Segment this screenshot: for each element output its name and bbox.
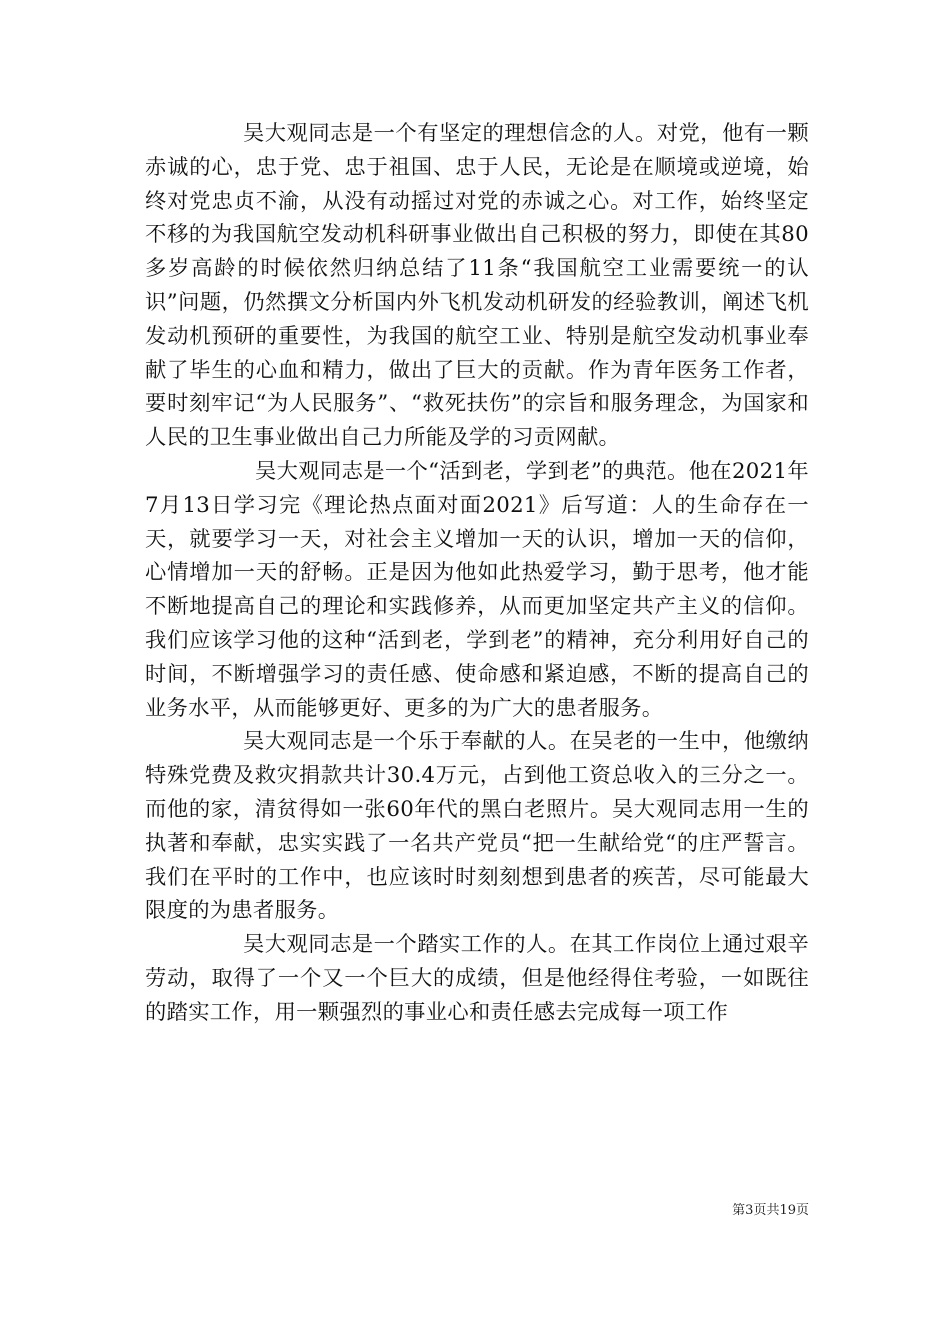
paragraph-dedication: 吴大观同志是一个乐于奉献的人。在吴老的一生中，他缴纳特殊党费及救灾捐款共计30.4万元，占到他工资总收入的三分之一。而他的家，清贫得如一张60年代的黑白老照片。吴大观同志用一生的执著和奉献，忠实实践了一名共产党员“把一生献给党“的庄严誓言。我们在平时的工作中，也应该时时刻刻想到患者的疾苦，尽可能最大限度的为患者服务。 (145, 729, 809, 924)
page-number: 第3页共19页 (732, 1203, 809, 1218)
paragraph-lifelong-learning: 吴大观同志是一个“活到老，学到老”的典范。他在2021年7月13日学习完《理论热点面对面2021》后写道：人的生命存在一天，就要学习一天，对社会主义增加一天的认识，增加一天的信仰，心情增加一天的舒畅。正是因为他如此热爱学习，勤于思考，他才能不断地提高自己的理论和实践修养，从而更加坚定共产主义的信仰。我们应该学习他的这种“活到老，学到老”的精神，充分利用好自己的时间，不断增强学习的责任感、使命感和紧迫感，不断的提高自己的业务水平，从而能够更好、更多的为广大的患者服务。 (145, 458, 809, 721)
paragraph-ideals: 吴大观同志是一个有坚定的理想信念的人。对党，他有一颗赤诚的心，忠于党、忠于祖国、忠于人民，无论是在顺境或逆境，始终对党忠贞不渝，从没有动摇过对党的赤诚之心。对工作，始终坚定不移的为我国航空发动机科研事业做出自己积极的努力，即使在其80多岁高龄的时候依然归纳总结了11条“我国航空工业需要统一的认识”问题，仍然撰文分析国内外飞机发动机研发的经验教训，阐述飞机发动机预研的重要性，为我国的航空工业、特别是航空发动机事业奉献了毕生的心血和精力，做出了巨大的贡献。作为青年医务工作者，要时刻牢记“为人民服务”、“救死扶伤”的宗旨和服务理念，为国家和人民的卫生事业做出自己力所能及学的习贡网献。 (145, 121, 809, 451)
paragraph-diligent-work: 吴大观同志是一个踏实工作的人。在其工作岗位上通过艰辛劳动，取得了一个又一个巨大的成绩，但是他经得住考验，一如既往的踏实工作，用一颗强烈的事业心和责任感去完成每一项工作 (145, 932, 809, 1025)
document-body (145, 117, 809, 1030)
